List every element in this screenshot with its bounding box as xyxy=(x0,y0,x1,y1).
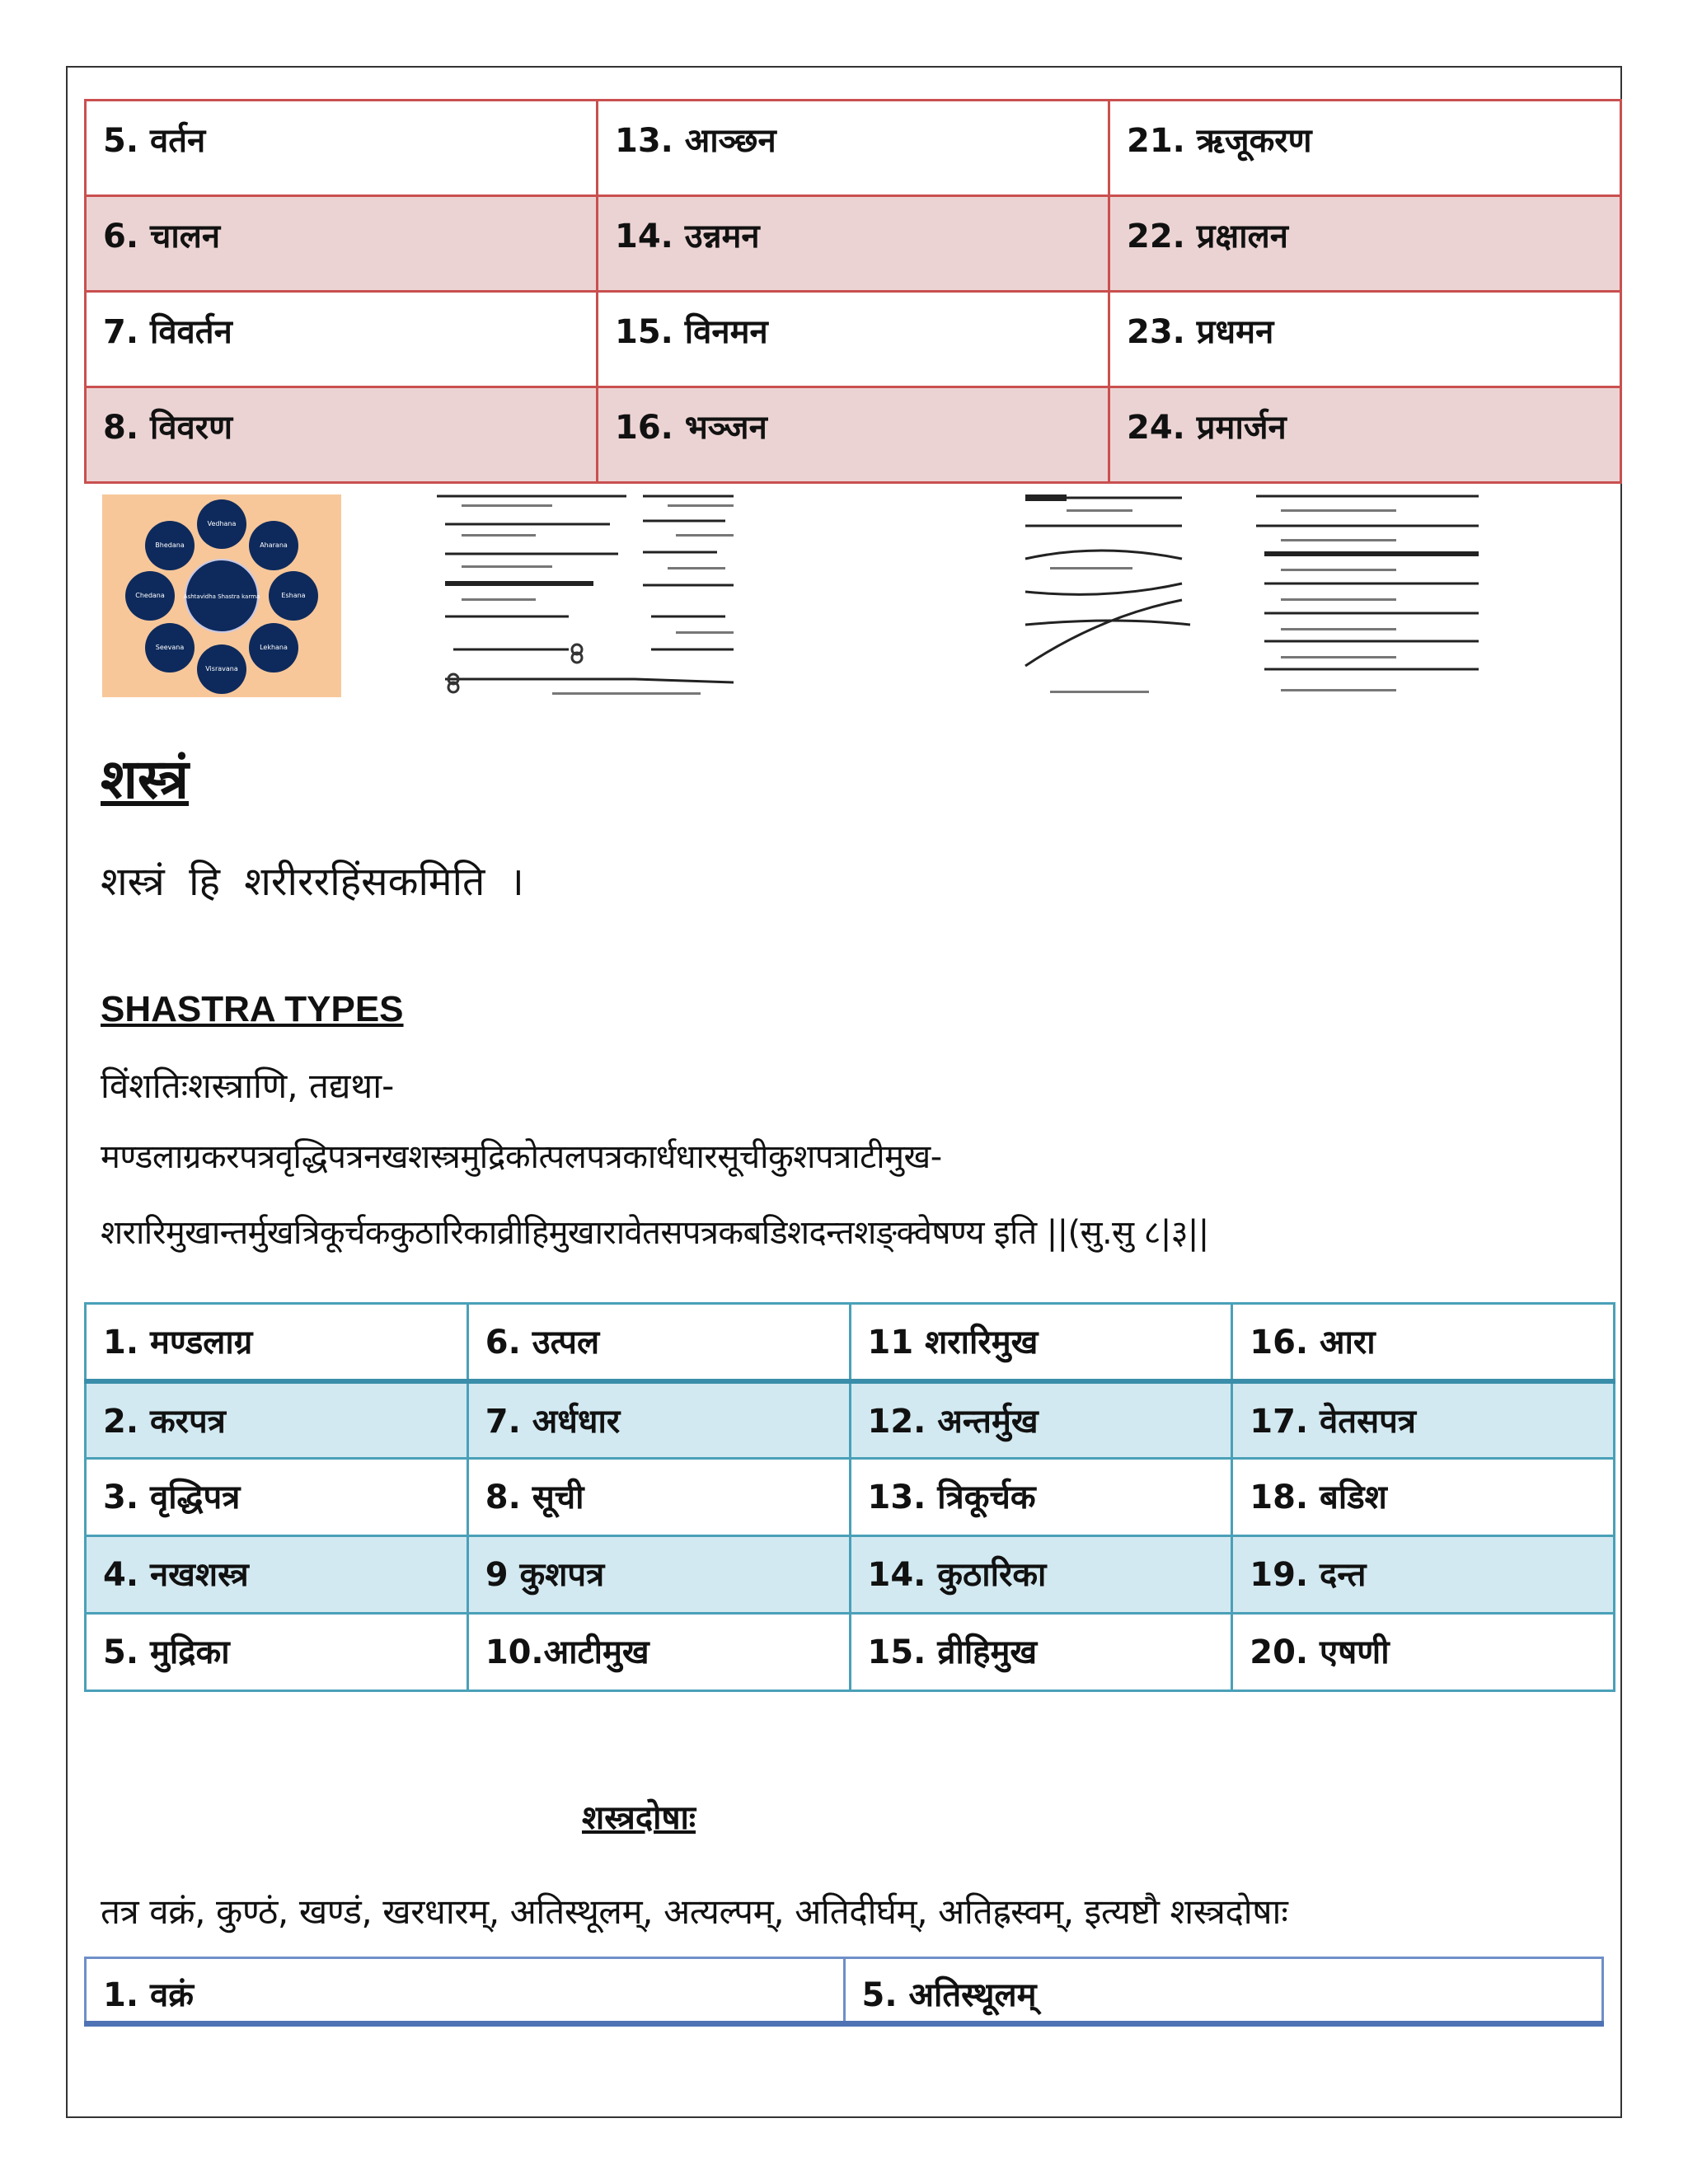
table-cell: 5. मुद्रिका xyxy=(86,1614,468,1691)
table-cell: 24. प्रमार्जन xyxy=(1109,387,1621,483)
table-row xyxy=(86,1614,1615,1691)
table-row xyxy=(86,1536,1615,1614)
table-cell: 23. प्रधमन xyxy=(1109,292,1621,387)
table-cell: 5. अतिस्थूलम् xyxy=(844,1958,1603,2024)
table-cell: 19. दन्त xyxy=(1232,1536,1615,1614)
table-cell: 2. करपत्र xyxy=(86,1381,468,1459)
table-cell: 14. कुठारिका xyxy=(850,1536,1232,1614)
table-cell: 3. वृद्धिपत्र xyxy=(86,1459,468,1536)
petal-label: Lekhana xyxy=(260,644,288,651)
dosha-verse: तत्र वक्रं, कुण्ठं, खण्डं, खरधारम्, अतिस्थूलम्, अत्यल्पम्, अतिदीर्घम्, अतिह्रस्वम्, इत्यष्टौ शस्त्रदोषाः xyxy=(101,1891,1288,1932)
table-row xyxy=(86,292,1621,387)
table-row xyxy=(86,101,1621,196)
instrument-images xyxy=(102,493,1520,699)
ashtavidha-karma-diagram xyxy=(102,494,341,697)
paragraph-line: मण्डलाग्रकरपत्रवृद्धिपत्रनखशस्त्रमुद्रिकोत्पलपत्रकार्धधारसूचीकुशपत्राटीमुख- xyxy=(101,1138,942,1176)
table-row xyxy=(86,196,1621,292)
table-cell: 20. एषणी xyxy=(1232,1614,1615,1691)
heading-shastra-dosha: शस्त्रदोषाः xyxy=(582,1799,696,1837)
table-cell: 1. मण्डलाग्र xyxy=(86,1304,468,1381)
dosha-table xyxy=(84,1957,1604,2027)
table-cell: 6. चालन xyxy=(86,196,598,292)
petal-label: Vedhana xyxy=(207,520,237,527)
table-row xyxy=(86,1459,1615,1536)
table-cell: 7. विवर्तन xyxy=(86,292,598,387)
table-cell: 22. प्रक्षालन xyxy=(1109,196,1621,292)
petal-label: Bhedana xyxy=(155,541,185,549)
table-row xyxy=(86,387,1621,483)
table-row xyxy=(86,1381,1615,1459)
table-cell: 14. उन्नमन xyxy=(598,196,1109,292)
table-cell: 9 कुशपत्र xyxy=(467,1536,850,1614)
table-cell: 5. वर्तन xyxy=(86,101,598,196)
table-cell: 15. विनमन xyxy=(598,292,1109,387)
instruments-image-1 xyxy=(429,493,742,699)
heading-shastra-types: SHASTRA TYPES xyxy=(101,989,404,1029)
table-cell: 21. ऋजूकरण xyxy=(1109,101,1621,196)
petal-label: Seevana xyxy=(155,644,185,651)
table-cell: 17. वेतसपत्र xyxy=(1232,1381,1615,1459)
instruments-image-2 xyxy=(1017,493,1520,699)
petal-label: Eshana xyxy=(281,592,306,599)
paragraph-line: शरारिमुखान्तर्मुखत्रिकूर्चककुठारिकाव्रीहिमुखारावेतसपत्रकबडिशदन्तशङ्क्वेषण्य इति ||(सु.सु ८|३|| xyxy=(101,1214,1209,1252)
petal-label: Aharana xyxy=(260,541,288,549)
shastra-types-table xyxy=(84,1302,1615,1692)
table-cell: 13. आञ्छन xyxy=(598,101,1109,196)
table-cell: 11 शरारिमुख xyxy=(850,1304,1232,1381)
definition-verse: शस्त्रं हि शरीररहिंसकमिति । xyxy=(101,859,524,905)
heading-shastra: शस्त्रं xyxy=(101,747,189,811)
table-row xyxy=(86,1958,1603,2024)
paragraph-line: विंशतिःशस्त्राणि, तद्यथा- xyxy=(101,1066,395,1106)
table-cell: 13. त्रिकूर्चक xyxy=(850,1459,1232,1536)
table-cell: 8. सूची xyxy=(467,1459,850,1536)
table-cell: 18. बडिश xyxy=(1232,1459,1615,1536)
table-cell: 8. विवरण xyxy=(86,387,598,483)
diagram-center-label: Ashtavidha Shastra karma xyxy=(183,593,260,600)
table-cell: 1. वक्रं xyxy=(86,1958,845,2024)
table-cell: 7. अर्धधार xyxy=(467,1381,850,1459)
petal-label: Chedana xyxy=(135,592,165,599)
petal-label: Visravana xyxy=(205,665,238,673)
table-cell: 12. अन्तर्मुख xyxy=(850,1381,1232,1459)
table-cell: 10.आटीमुख xyxy=(467,1614,850,1691)
table-cell: 6. उत्पल xyxy=(467,1304,850,1381)
table-cell: 15. व्रीहिमुख xyxy=(850,1614,1232,1691)
table-row xyxy=(86,1304,1615,1381)
table-cell: 16. आरा xyxy=(1232,1304,1615,1381)
karma-table xyxy=(84,99,1622,484)
table-cell: 16. भञ्जन xyxy=(598,387,1109,483)
table-cell: 4. नखशस्त्र xyxy=(86,1536,468,1614)
